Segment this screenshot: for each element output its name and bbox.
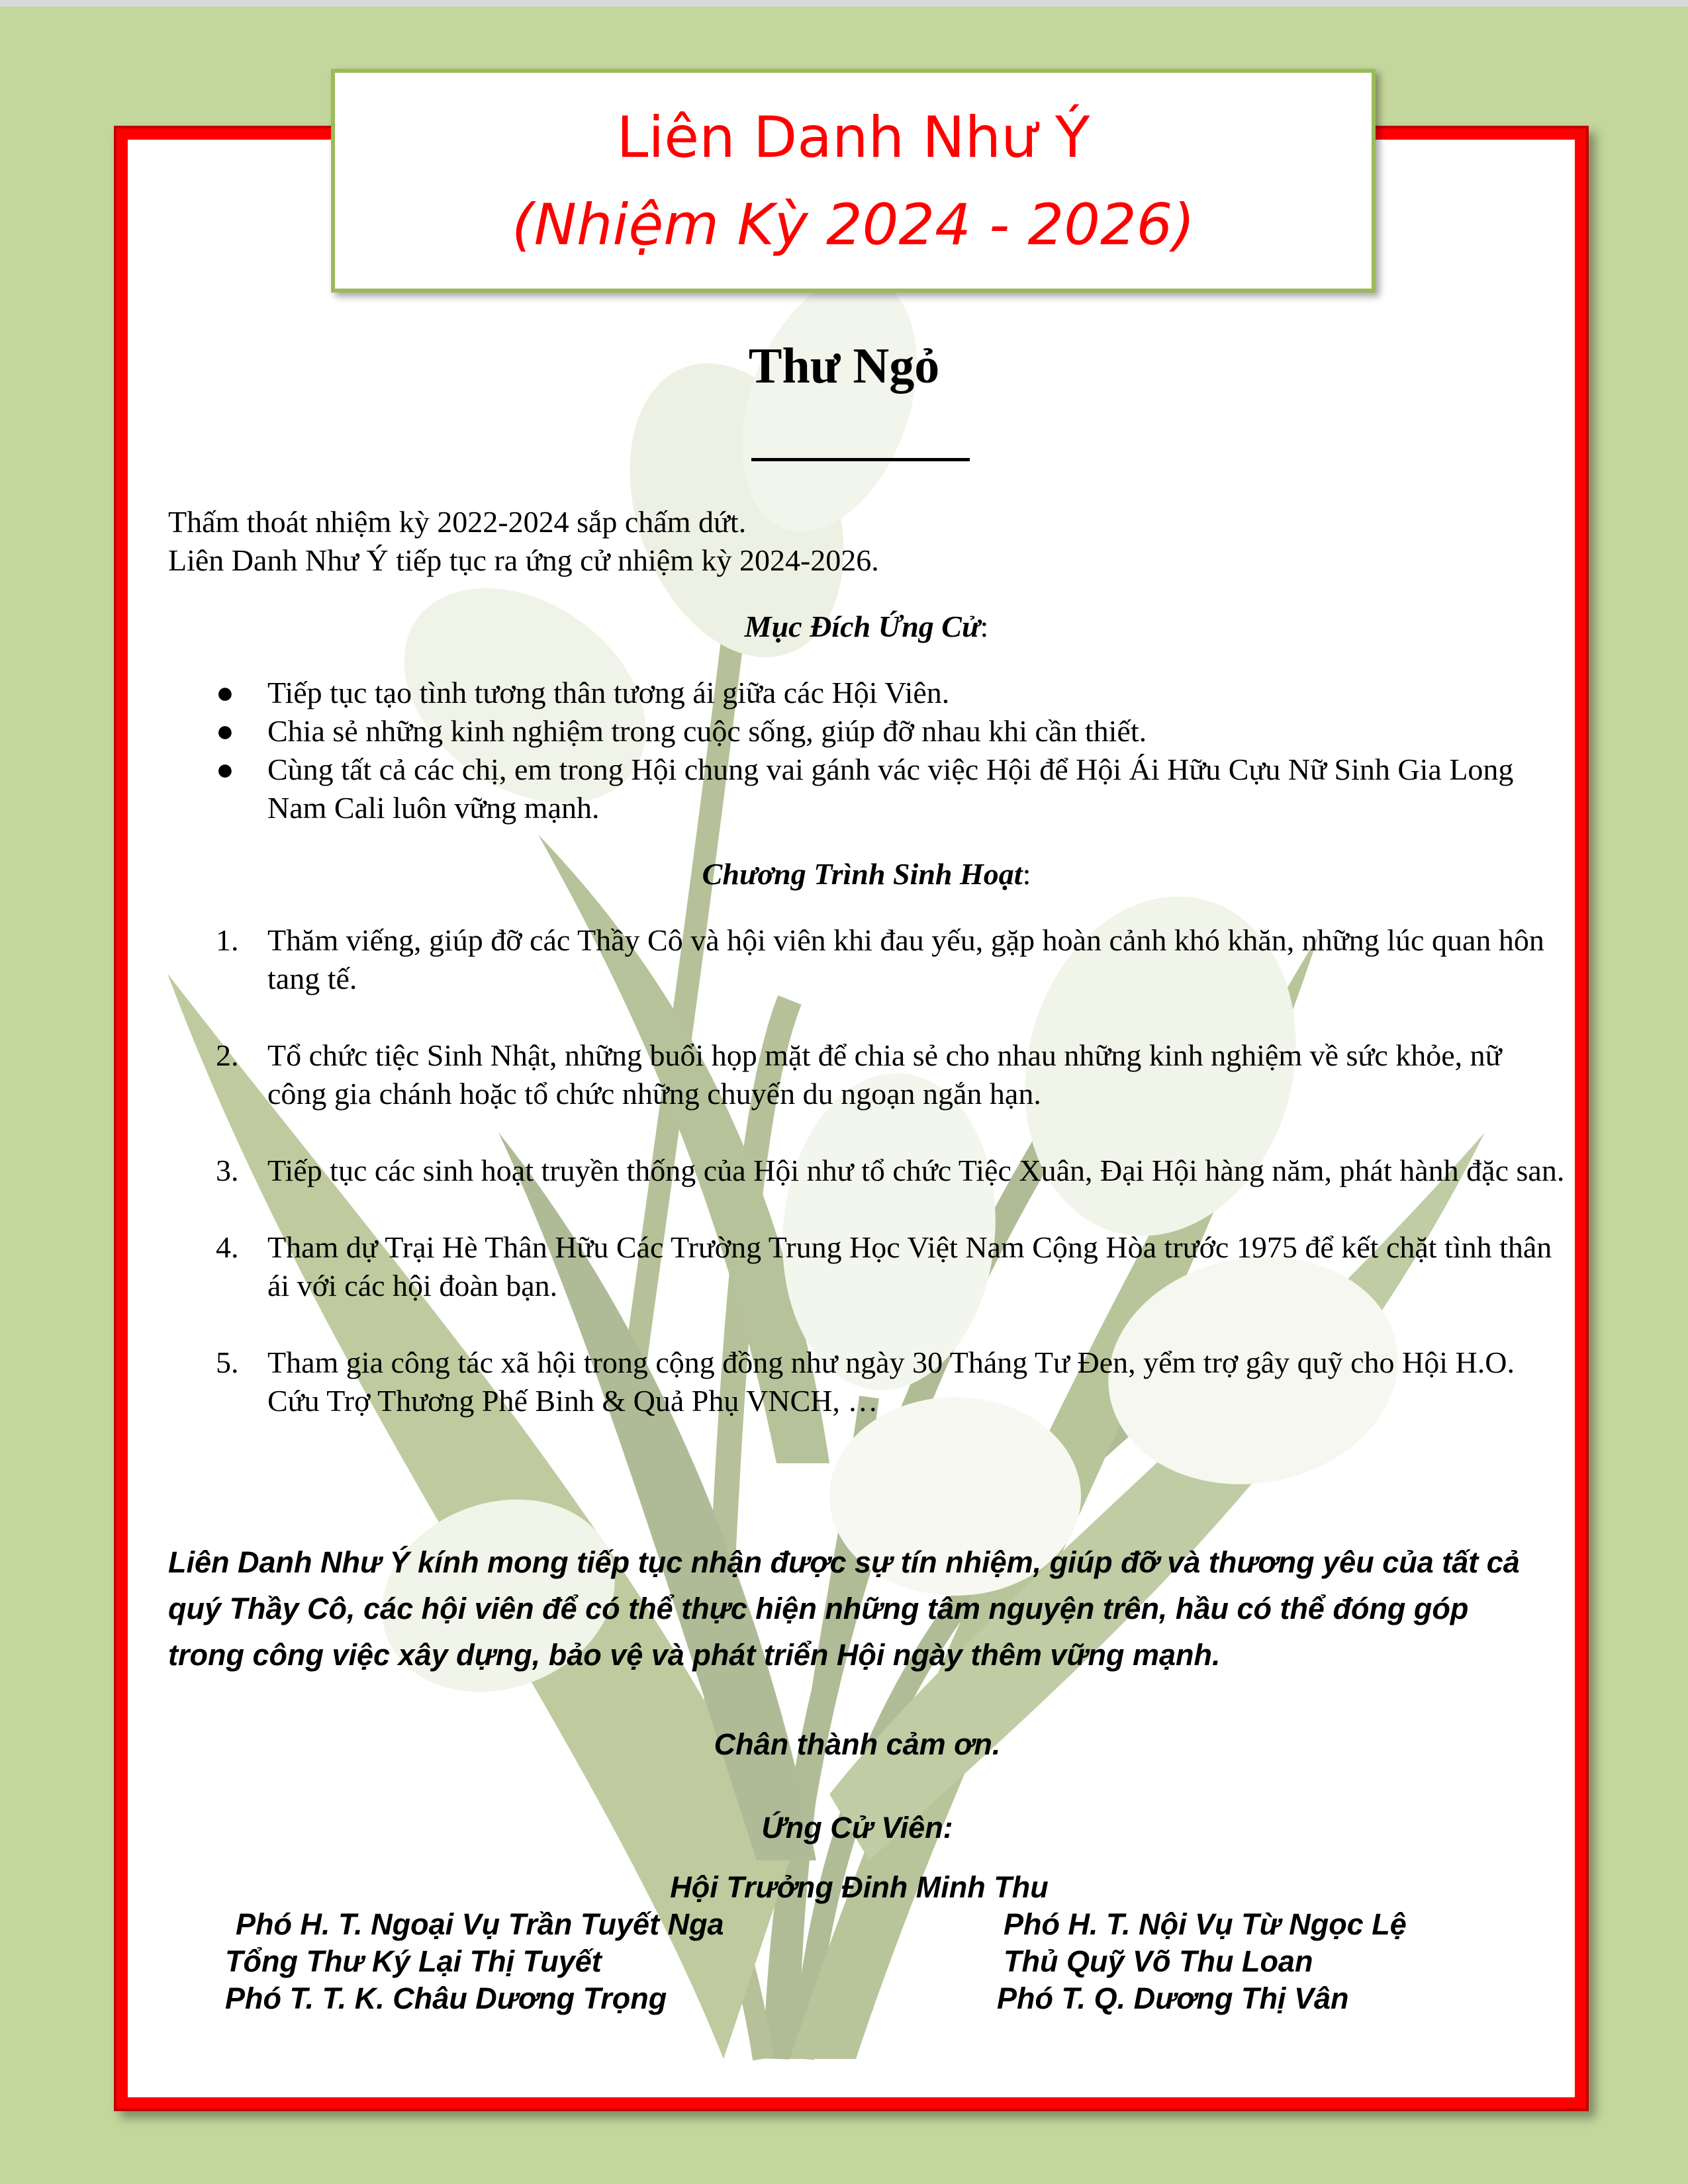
title-box bbox=[331, 69, 1376, 293]
list-item: 5. Tham gia công tác xã hội trong cộng đồng như ngày 30 Tháng Tư Đen, yểm trợ gây quỹ cho Hội H.O. Cứu Trợ Thương Phế Binh & Quả Phụ VNCH, … bbox=[216, 1345, 1515, 1418]
page-title: Thư Ngỏ bbox=[748, 338, 940, 394]
thanks-line: Chân thành cảm ơn. bbox=[714, 1727, 1001, 1761]
closing-paragraph: Liên Danh Như Ý kính mong tiếp tục nhận được sự tín nhiệm, giúp đỡ và thương yêu của tất cả quý Thầy Cô, các hội viên để có thể thực hiện những tâm nguyện trên, hầu có thể đóng góp trong công việc xây dựng, bảo vệ và phát triển Hội ngày thêm vững mạnh. bbox=[168, 1545, 1520, 1672]
program-title: Chương Trình Sinh Hoạt: bbox=[702, 857, 1031, 891]
letter-body bbox=[168, 503, 1565, 1459]
candidates-title: Ứng Cử Viên: bbox=[761, 1811, 953, 1844]
candidate-right: Phó T. Q. Dương Thị Vân bbox=[997, 1981, 1349, 2015]
bullet-icon: ● bbox=[216, 752, 234, 786]
list-item: 4. Tham dự Trại Hè Thân Hữu Các Trường Trung Học Việt Nam Cộng Hòa trước 1975 để kết chặt tình thân ái với các hội đoàn bạn. bbox=[216, 1230, 1552, 1302]
list-item: 2. Tổ chức tiệc Sinh Nhật, những buổi họp mặt để chia sẻ cho nhau những kinh nghiệm về sức khỏe, nữ công gia chánh hoặc tổ chức những chuyến du ngoạn ngắn hạn. bbox=[216, 1038, 1502, 1111]
list-item: ● Cùng tất cả các chị, em trong Hội chung vai gánh vác việc Hội để Hội Ái Hữu Cựu Nữ Sinh Gia Long Nam Cali luôn vững mạnh. bbox=[168, 751, 1565, 827]
candidate-right: Thủ Quỹ Võ Thu Loan bbox=[1004, 1944, 1313, 1978]
purpose-list bbox=[168, 674, 1565, 827]
intro-line: Thấm thoát nhiệm kỳ 2022-2024 sắp chấm dứt. bbox=[168, 505, 747, 539]
title-underline bbox=[751, 458, 970, 461]
program-list bbox=[168, 921, 1565, 1420]
intro-line: Liên Danh Như Ý tiếp tục ra ứng cử nhiệm kỳ 2024-2026. bbox=[168, 543, 879, 577]
candidate-left: Phó T. T. K. Châu Dương Trọng bbox=[225, 1981, 667, 2015]
list-item: 3. Tiếp tục các sinh hoạt truyền thống của Hội như tổ chức Tiệc Xuân, Đại Hội hàng năm, phát hành đặc san. bbox=[216, 1154, 1565, 1187]
list-item: 1. Thăm viếng, giúp đỡ các Thầy Cô và hội viên khi đau yếu, gặp hoàn cảnh khó khăn, những lúc quan hôn tang tế. bbox=[216, 923, 1544, 995]
list-item: ● Tiếp tục tạo tình tương thân tương ái giữa các Hội Viên. bbox=[168, 674, 1565, 712]
candidate-left: Tổng Thư Ký Lại Thị Tuyết bbox=[225, 1944, 602, 1978]
purpose-title: Mục Đích Ứng Cử: bbox=[744, 610, 989, 643]
title-term: (Nhiệm Kỳ 2024 - 2026) bbox=[512, 192, 1195, 258]
bullet-icon: ● bbox=[216, 714, 234, 748]
list-item: ● Chia sẻ những kinh nghiệm trong cuộc sống, giúp đỡ nhau khi cần thiết. bbox=[168, 712, 1565, 751]
bullet-icon: ● bbox=[216, 676, 234, 709]
title-name: Liên Danh Như Ý bbox=[616, 105, 1090, 171]
candidate-right: Phó H. T. Nội Vụ Từ Ngọc Lệ bbox=[1004, 1907, 1407, 1941]
intro bbox=[168, 503, 1565, 580]
top-strip bbox=[0, 0, 1688, 7]
candidate-left: Phó H. T. Ngoại Vụ Trần Tuyết Nga bbox=[236, 1907, 724, 1941]
president-name: Hội Trưởng Đinh Minh Thu bbox=[670, 1870, 1049, 1904]
